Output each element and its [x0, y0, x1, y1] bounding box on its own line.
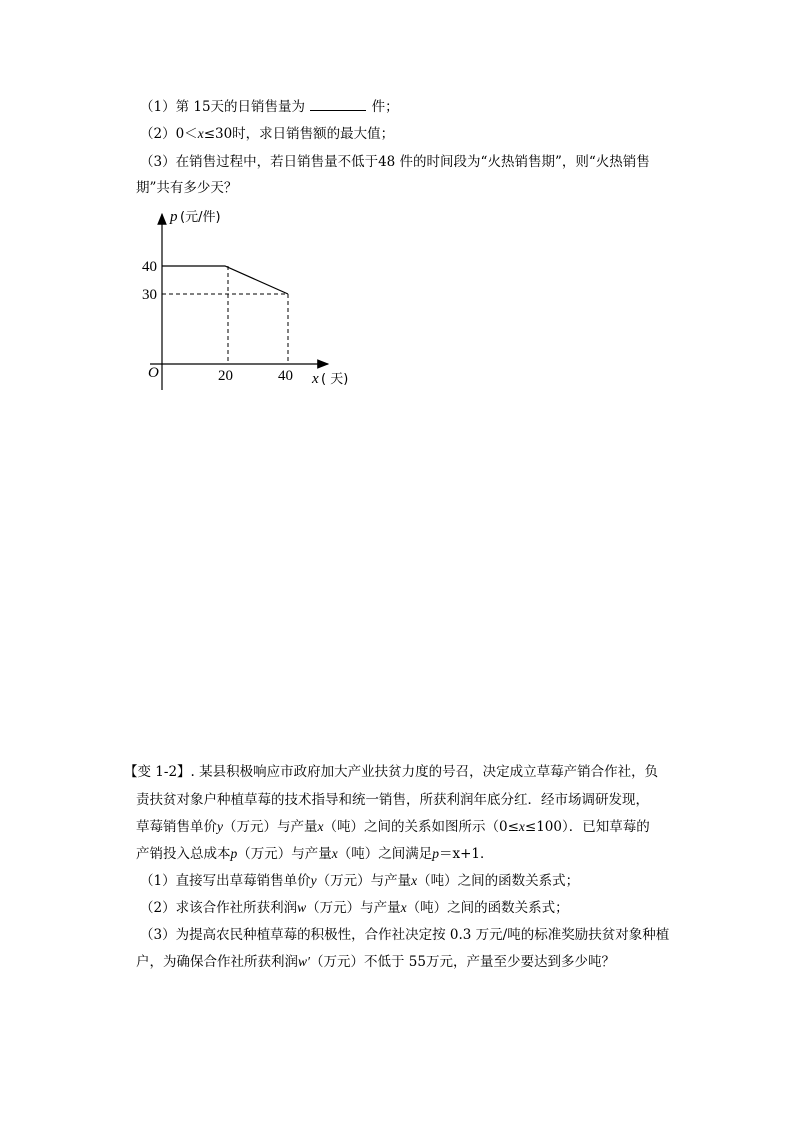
var-x: x	[411, 873, 418, 888]
q2-para-line4	[136, 844, 494, 864]
q2-text: 户，为确保合作社所获利润	[136, 954, 298, 970]
q2-title: 【变 1-2】	[124, 764, 191, 780]
q1-part2	[140, 124, 394, 144]
q1-part1-unit: 件；	[371, 99, 399, 115]
q2-text: （吨）之间满足	[337, 846, 433, 862]
q2-para-line3	[136, 817, 650, 837]
x-tick-40: 40	[278, 368, 293, 384]
var-y: y	[310, 873, 317, 888]
price-line	[162, 266, 288, 294]
q1-part3: （3）在销售过程中，若日销售量不低于48 件的时间段为“火热销售期”，则“火热销售	[140, 154, 650, 170]
q1-part2-b: ≤30时，求日销售额的最大值；	[203, 126, 395, 142]
q2-text: （万元）与产量	[316, 873, 412, 889]
var-x: x	[400, 900, 407, 915]
q2-para-line2: 责扶贫对象户种植草莓的技术指导和统一销售，所获利润年底分红．经市场调研发现，	[136, 792, 649, 808]
q1-part1-text: （1）第 15天的日销售量为	[140, 99, 306, 115]
var-p: p	[230, 846, 238, 861]
q1-part2-a: （2）0＜	[140, 126, 198, 142]
var-w: w	[297, 900, 307, 915]
q2-sub3: （3）为提高农民种植草莓的积极性，合作社决定按 0.3 万元/吨的标准奖励扶贫对象种植	[140, 927, 670, 943]
var-x: x	[518, 819, 525, 834]
var-x: x	[331, 846, 338, 861]
q2-sub2	[140, 898, 569, 918]
origin-label: O	[148, 365, 159, 381]
y-axis-var: p	[170, 209, 178, 225]
q2-text: （万元）与产量	[306, 900, 401, 916]
q2-para-line1	[124, 762, 658, 782]
q2-text: （吨）之间的关系如图所示（0≤	[323, 819, 519, 835]
var-w-prime: w′	[298, 954, 310, 969]
q1-part3-cont: 期”共有多少天？	[136, 180, 238, 196]
var-p: p	[432, 846, 439, 861]
x-tick-20: 20	[218, 368, 233, 384]
q2-sub1	[140, 871, 579, 891]
q2-text: ≤100）．已知草莓的	[524, 819, 650, 835]
q2-text: （万元）与产量	[223, 819, 318, 835]
x-axis-unit: ( 天)	[321, 372, 349, 387]
y-tick-30: 30	[142, 287, 157, 303]
var-y: y	[217, 819, 223, 834]
answer-blank[interactable]	[310, 96, 366, 111]
q2-text: 草莓销售单价	[136, 819, 217, 835]
q2-text: . 某县积极响应市政府加大产业扶贫力度的号召，决定成立草莓产销合作社，负	[190, 764, 659, 780]
q2-text: （吨）之间的函数关系式；	[417, 873, 580, 889]
q2-text: （2）求该合作社所获利润	[140, 900, 298, 916]
q2-text: （吨）之间的函数关系式；	[406, 900, 569, 916]
y-axis-unit: (元/件)	[180, 210, 221, 225]
q2-text: （万元）不低于 55万元，产量至少要达到多少吨？	[309, 954, 615, 970]
var-x: x	[317, 819, 324, 834]
q2-text: （万元）与产量	[237, 846, 332, 862]
x-axis-var: x	[312, 371, 319, 387]
var-x: x	[197, 126, 204, 141]
q2-text: ＝x+1．	[439, 846, 494, 862]
q1-part1	[140, 96, 399, 117]
q2-sub3-cont	[136, 952, 615, 972]
price-time-graph	[136, 204, 366, 396]
q2-text: 产销投入总成本	[136, 846, 231, 862]
q2-text: （1）直接写出草莓销售单价	[140, 873, 311, 889]
y-tick-40: 40	[142, 259, 157, 275]
